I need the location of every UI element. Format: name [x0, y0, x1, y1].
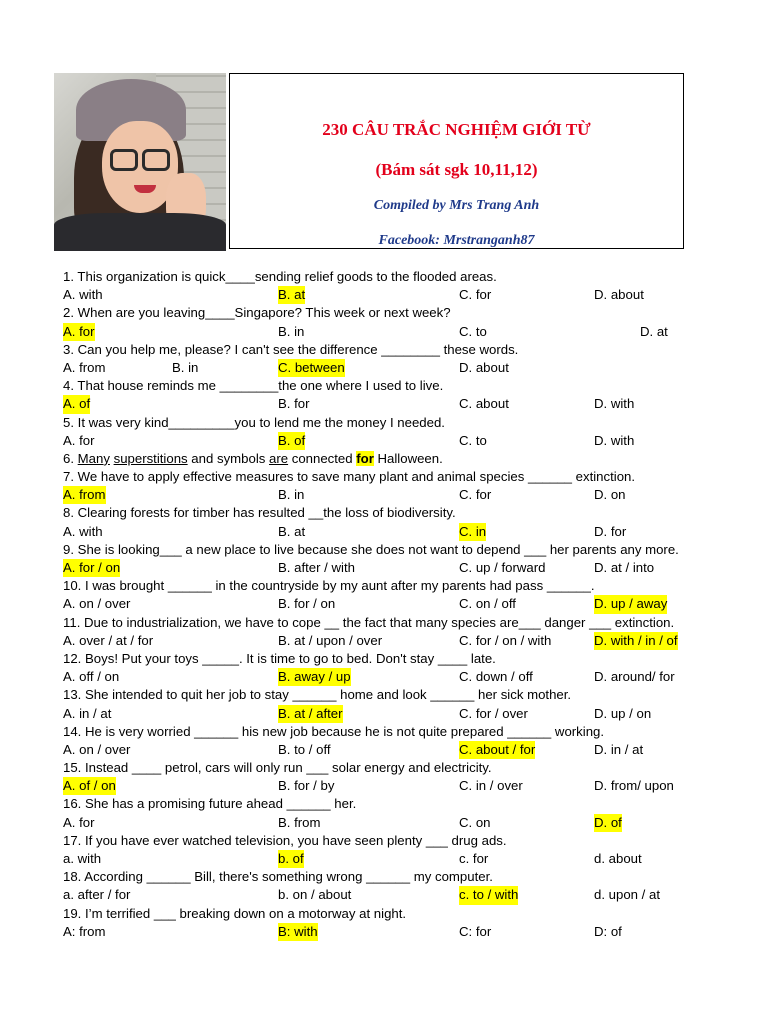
answer-option: B. in	[278, 323, 305, 339]
answer-option: C: for	[459, 923, 492, 939]
answer-option: D. from/ upon	[594, 778, 674, 794]
question-text: 4. That house reminds me ________the one where I used to live.	[63, 378, 444, 394]
question-text: 1. This organization is quick____sending relief goods to the flooded areas.	[63, 269, 497, 284]
question-part: superstitions	[113, 450, 188, 466]
answer-options	[63, 486, 743, 504]
answer-option: C. up / forward	[459, 560, 546, 575]
answer-options	[63, 886, 743, 904]
answer-option: C. for	[459, 487, 492, 503]
answer-option: C. on	[459, 814, 491, 830]
answer-option: B. after / with	[278, 560, 355, 575]
answer-options	[63, 559, 743, 577]
answer-option: C. for	[459, 287, 492, 303]
answer-options	[63, 741, 743, 759]
question-part: Halloween.	[373, 450, 443, 466]
answer-option: B. in	[278, 487, 305, 503]
question-part: and symbols	[187, 450, 270, 466]
answer-option-correct: D. up / away	[594, 595, 667, 613]
answer-option-correct: D. of	[594, 814, 622, 832]
question-part: Many	[77, 450, 110, 466]
answer-option-correct: A. for	[63, 323, 95, 341]
answer-option: C. to	[459, 432, 487, 448]
question-text: 19. I’m terrified ___ breaking down on a motorway at night.	[63, 905, 407, 921]
answer-option-correct: C. about / for	[459, 741, 535, 759]
answer-option: d. upon / at	[594, 887, 660, 903]
answer-option: D. on	[594, 487, 626, 503]
question-text: 5. It was very kind_________you to lend me the money I needed.	[63, 414, 445, 430]
answer-option: D. at	[640, 323, 668, 339]
question-text: 3. Can you help me, please? I can't see the difference ________ these words.	[63, 341, 519, 357]
answer-options	[63, 359, 743, 377]
answer-option: B. for / on	[278, 596, 336, 612]
answer-option-correct: A. of / on	[63, 777, 116, 795]
answer-option-correct: D. with / in / of	[594, 632, 678, 650]
answer-options	[63, 323, 743, 341]
answer-option: D. for	[594, 523, 627, 539]
question-text: 8. Clearing forests for timber has resulted __the loss of biodiversity.	[63, 505, 456, 521]
answer-option: C. for / over	[459, 705, 528, 721]
answer-options	[63, 523, 743, 541]
answer-option: C. on / off	[459, 596, 516, 612]
answer-options	[63, 395, 743, 413]
question-text: 2. When are you leaving____Singapore? This week or next week?	[63, 305, 451, 321]
answer-option-correct: B. of	[278, 432, 305, 450]
answer-option: A. over / at / for	[63, 632, 154, 648]
answer-options	[63, 286, 743, 304]
question-text: 11. Due to industrialization, we have to cope __ the fact that many species are___ danger ___ extinction.	[63, 614, 675, 630]
answer-option: B. for / by	[278, 778, 335, 794]
answer-option: B. at / upon / over	[278, 632, 383, 648]
question-text: 18. According ______ Bill, there's something wrong ______ my computer.	[63, 869, 493, 885]
document-subtitle: (Bám sát sgk 10,11,12)	[375, 160, 538, 179]
answer-option-correct: C. between	[278, 359, 345, 377]
answer-option-correct: A. of	[63, 395, 90, 413]
question-list	[63, 268, 743, 941]
answer-options	[63, 595, 743, 613]
answer-option: A. on / over	[63, 596, 131, 612]
answer-option: A: from	[63, 923, 106, 939]
answer-option-correct: C. in	[459, 523, 486, 541]
answer-option-correct: A. for / on	[63, 559, 120, 577]
question-part: 6.	[63, 450, 78, 466]
answer-option-correct: A. from	[63, 486, 106, 504]
answer-option: A. in / at	[63, 705, 112, 721]
answer-options	[63, 777, 743, 795]
answer-option: A. for	[63, 432, 95, 448]
answer-option: D. up / on	[594, 705, 652, 721]
answer-option: B. at	[278, 523, 306, 539]
answer-option: C. to	[459, 323, 487, 339]
answer-option-correct: B. away / up	[278, 668, 351, 686]
question-part: are	[269, 450, 289, 466]
answer-options	[63, 632, 743, 650]
answer-option: B. to / off	[278, 741, 331, 757]
answer-option: a. with	[63, 851, 102, 866]
question-text: 14. He is very worried ______ his new job because he is not quite prepared ______ working.	[63, 723, 605, 739]
answer-options	[63, 668, 743, 686]
answer-options	[63, 923, 743, 941]
answer-option: A. with	[63, 287, 103, 303]
author-photo	[54, 73, 226, 251]
answer-options	[63, 850, 743, 868]
facebook-handle: Facebook: Mrstranganh87	[378, 233, 535, 248]
answer-option: A. with	[63, 523, 103, 539]
answer-option: D. around/ for	[594, 669, 675, 685]
answer-option-correct: b. of	[278, 850, 304, 868]
answer-option: B. from	[278, 814, 321, 830]
question-text: 7. We have to apply effective measures to save many plant and animal species ______ extinction.	[63, 469, 636, 485]
document-title: 230 CÂU TRẮC NGHIỆM GIỚI TỪ	[322, 120, 591, 139]
compiled-by: Compiled by Mrs Trang Anh	[373, 198, 540, 213]
answer-option: D. about	[594, 287, 644, 303]
answer-option: A. on / over	[63, 741, 131, 757]
answer-options	[63, 432, 743, 450]
answer-option: A. from	[63, 359, 106, 375]
answer-options	[63, 814, 743, 832]
answer-options	[63, 705, 743, 723]
answer-option: D. with	[594, 432, 635, 448]
header-box	[229, 73, 684, 249]
question-part: for	[356, 450, 374, 466]
answer-option: A. for	[63, 814, 95, 830]
answer-option: C. down / off	[459, 669, 533, 685]
answer-option: B. for	[278, 396, 310, 412]
question-text: 13. She intended to quit her job to stay ______ home and look ______ her sick mother.	[63, 687, 572, 703]
answer-option: A. off / on	[63, 669, 120, 685]
question-text	[63, 450, 743, 468]
question-text: 10. I was brought ______ in the countryside by my aunt after my parents had pass ______.	[63, 578, 595, 594]
answer-option: D. in / at	[594, 741, 644, 757]
question-text: 15. Instead ____ petrol, cars will only run ___ solar energy and electricity.	[63, 760, 492, 776]
answer-option-correct: B. at / after	[278, 705, 343, 723]
question-text: 9. She is looking___ a new place to live because she does not want to depend ___ her parents any more.	[63, 541, 679, 557]
question-part: connected	[288, 450, 357, 466]
answer-option-correct: c. to / with	[459, 886, 518, 904]
answer-option: C. in / over	[459, 778, 523, 794]
answer-option: D. about	[459, 359, 509, 375]
answer-option: b. on / about	[278, 887, 352, 903]
answer-option-correct: B. at	[278, 286, 305, 304]
question-text: 16. She has a promising future ahead ______ her.	[63, 796, 357, 812]
answer-option: C. for / on / with	[459, 632, 552, 648]
question-text: 17. If you have ever watched television, you have seen plenty ___ drug ads.	[63, 832, 507, 848]
answer-option: c. for	[459, 851, 489, 866]
answer-option: B. in	[172, 359, 199, 375]
answer-option: d. about	[594, 851, 642, 866]
answer-option: D: of	[594, 923, 622, 939]
answer-option: D. with	[594, 396, 635, 412]
question-text: 12. Boys! Put your toys _____. It is time to go to bed. Don't stay ____ late.	[63, 650, 496, 666]
answer-option: D. at / into	[594, 560, 655, 575]
answer-option: a. after / for	[63, 887, 131, 903]
answer-option: C. about	[459, 396, 509, 412]
answer-option-correct: B: with	[278, 923, 318, 941]
